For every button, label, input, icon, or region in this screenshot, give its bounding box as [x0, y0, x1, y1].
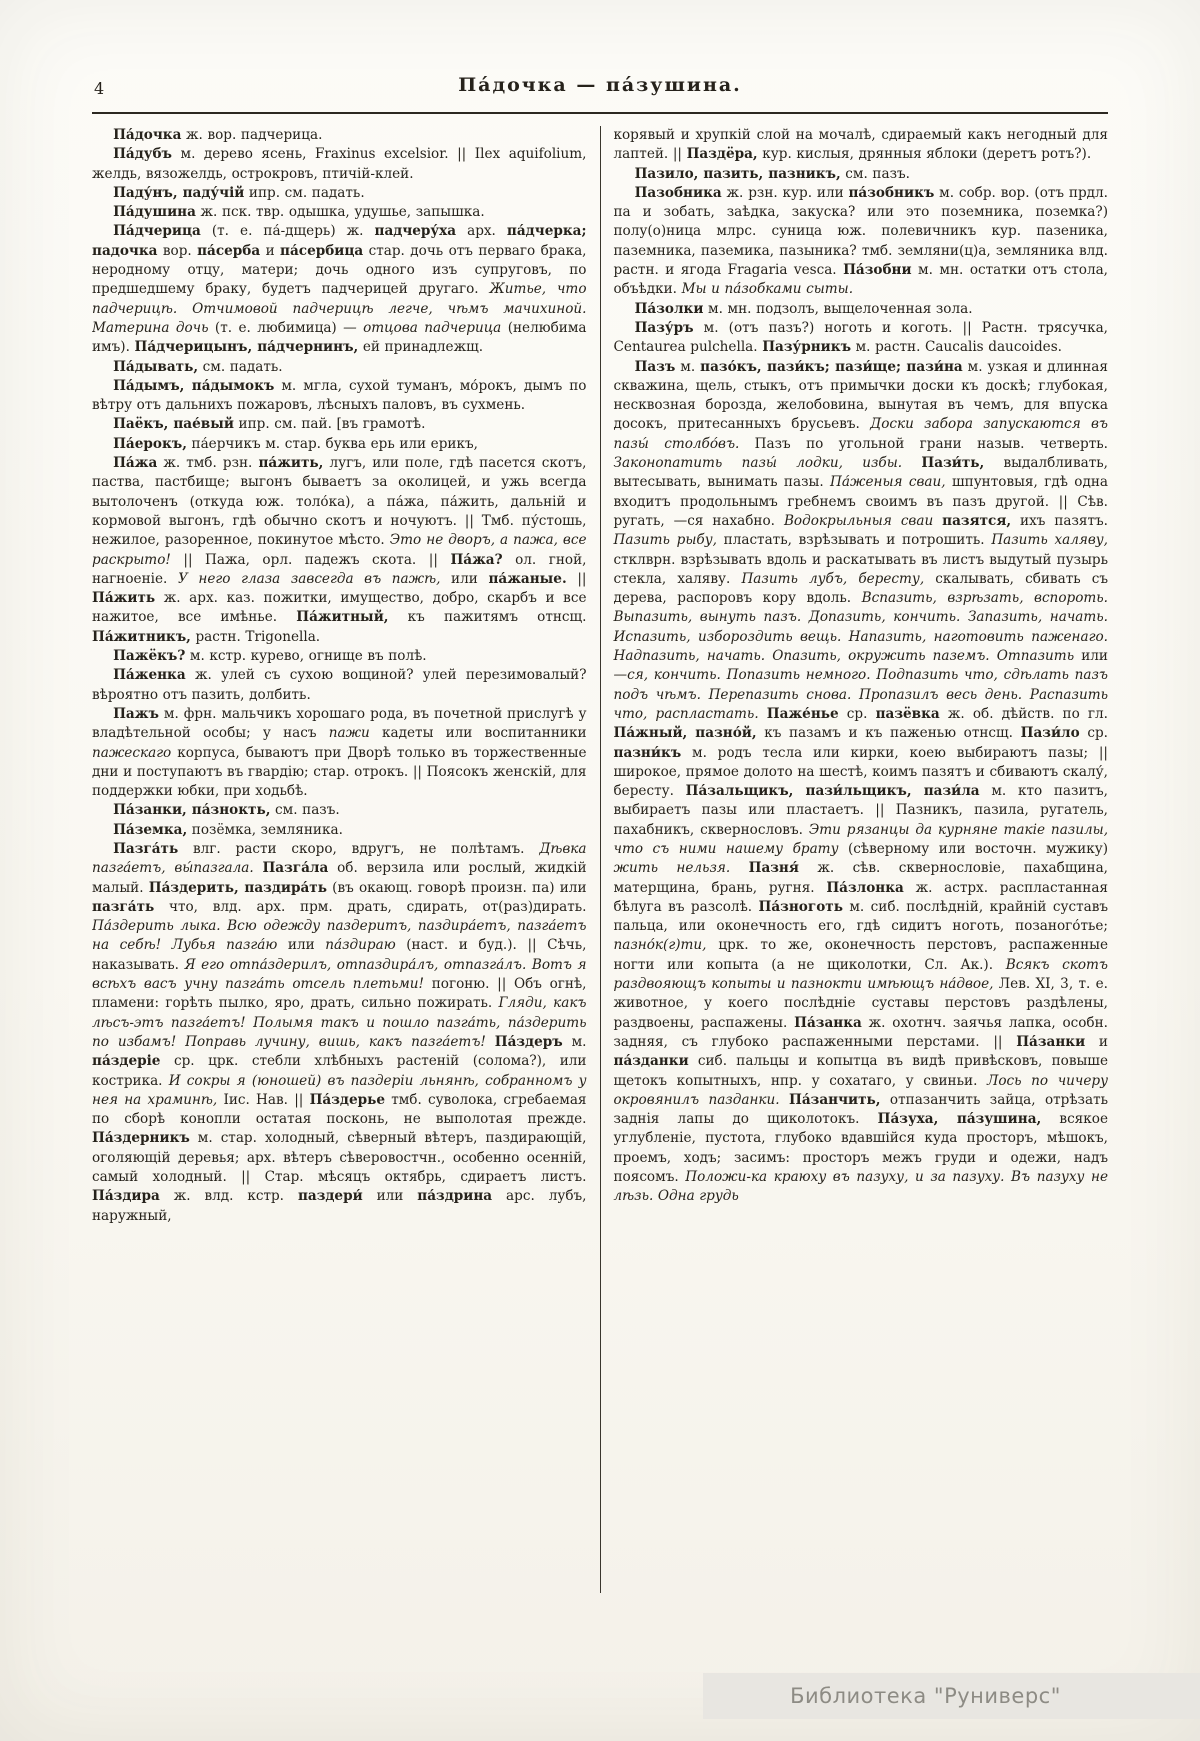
entry-text — [902, 455, 921, 471]
headword: па́здеріе — [92, 1053, 161, 1070]
entry-text: И сокры я (юношей) въ паздеріи льнянѣ, собранномъ у нея на храминѣ, — [92, 1072, 587, 1108]
entry-text — [730, 860, 748, 876]
dictionary-entry — [92, 184, 587, 203]
headword: Па́дубъ — [113, 146, 172, 163]
entry-text: Доски забора запускаются въ пазы́ столбо́въ. — [613, 416, 1108, 452]
dictionary-entry — [92, 377, 587, 416]
dictionary-entry — [92, 358, 587, 377]
entry-text: ж. сѣв. сквернословіе, пахабщина, матерщина, брань, ругня. — [613, 860, 1108, 896]
headword: Па́злонка — [826, 879, 904, 896]
entry-text: Лев. XI, 3, т. е. животное, у коего послѣдніе суставы перстовъ раздѣлены, раздвоены, распажены. — [613, 976, 1108, 1031]
entry-text — [759, 706, 767, 722]
dictionary-entry — [614, 358, 1109, 1207]
entry-text: м. фрн. мальчикъ хорошаго рода, въ почетной прислугѣ у владѣтельной особы; у насъ — [92, 705, 587, 742]
entry-text: ср. — [1079, 725, 1108, 742]
headword: па́серба — [197, 242, 261, 259]
headword: Па́земка, — [113, 821, 188, 838]
entry-text: Эти рязанцы да курняне такіе пазилы, что съ ними нашему брату — [613, 821, 1108, 857]
entry-text: пластать, взрѣзывать и потрошить. — [716, 532, 992, 549]
dictionary-entry — [92, 126, 587, 145]
headword: Па́ерокъ, — [113, 435, 187, 452]
entry-text: м. кстр. курево, огнище въ полѣ. — [185, 648, 427, 665]
entry-text: м. растн. Caucalis daucoides. — [851, 339, 1063, 356]
entry-text: Положи-ка краюху въ пазуху, и за пазуху. Въ пазуху не лѣзь. Одна грудь — [613, 1169, 1108, 1205]
headword: Па́зальщикъ, пази́льщикъ, пази́ла — [685, 783, 980, 800]
entry-text: па́ерчикъ м. стар. буква ерь или ерикъ, — [186, 435, 478, 452]
entry-text: см. пазъ. — [270, 802, 340, 819]
entry-text: м. — [562, 1033, 587, 1050]
entry-text: ипр. см. пай. [въ грамотѣ. — [233, 416, 426, 433]
headword: Па́здерить, паздира́ть — [148, 879, 327, 896]
dictionary-entry — [92, 415, 587, 434]
entry-text: или — [277, 937, 326, 954]
entry-text: Я его отпа́здерилъ, отпаздира́лъ, отпазга́лъ. Вотъ я всѣхъ васъ учну пазга́ть отсель плетьми! — [92, 956, 587, 993]
entry-text: Пазить рыбу, — [613, 532, 717, 549]
entry-text: м. кто пазитъ, выбираетъ пазы или пластаетъ. || Пазникъ, пазила, ругатель, пахабникъ, сквернословъ. — [613, 783, 1108, 838]
entry-text: или — [440, 570, 489, 587]
entry-text: пазно́к(г)ти, — [613, 937, 707, 954]
headword: пазёвка — [875, 705, 940, 722]
entry-text: об. верзила или рослый, жидкій малый. — [92, 860, 587, 896]
entry-text: (т. е. па́-дщерь) ж. — [200, 223, 375, 240]
headword: Па́дымъ, па́дымокъ — [113, 377, 275, 394]
entry-text: (нелюбима имъ). — [92, 319, 587, 356]
entry-text: —ся, кончить. Попазить немного. Подпазить что, сдѣлать пазъ подъ чѣмъ. Перепазить снова. Пропазилъ весь день. Распазить что, распластать. — [613, 667, 1108, 722]
entry-text: и — [260, 242, 281, 259]
headword: Пазобника — [634, 184, 722, 201]
headword: Па́житникъ, — [92, 628, 191, 645]
entry-text: ипр. см. падать. — [244, 184, 365, 201]
headword: Па́здерье — [309, 1091, 385, 1108]
entry-text: (сѣверному или восточн. мужику) — [838, 840, 1108, 857]
headword: Пазня́ — [748, 860, 799, 877]
dictionary-entry — [92, 705, 587, 801]
entry-text: всякое углубленіе, пустота, глубоко вдавшійся куда просторъ, мѣшокъ, проемъ, ходъ; засимъ: просторъ межъ груди и одежи, надъ поясомъ. — [613, 1111, 1108, 1186]
entry-text: (т. е. любимица) — [208, 319, 344, 336]
headword: Па́дочка — [113, 127, 182, 143]
entry-text: па́здираю — [325, 937, 396, 954]
headword: Паду́нъ, паду́чій — [113, 184, 245, 201]
dictionary-entry — [614, 126, 1109, 165]
entry-text: ей принадлежщ. — [358, 339, 484, 356]
headword: паздери́ — [297, 1188, 363, 1205]
entry-text: или — [1074, 648, 1108, 665]
page-number: 4 — [94, 79, 105, 98]
entry-text — [486, 1034, 495, 1050]
headword: Па́дывать, — [113, 358, 199, 375]
headword: па́жаные. — [488, 570, 567, 587]
entry-text: црк. то же, оконечность перстовъ, распаженные ногти или копыта (а не щиколотки, Сл. Ак.). — [613, 937, 1108, 973]
entry-text: || — [566, 570, 587, 587]
entry-text: пажескаго — [92, 744, 172, 761]
headword: па́здрина — [417, 1188, 493, 1205]
entry-text: Всякъ скотъ раздвояющъ копыты и пазнокти имѣющъ на́двое, — [613, 956, 1108, 993]
entry-text: позёмка, земляника. — [187, 821, 343, 838]
entry-text: Па́женыя сваи, — [830, 474, 946, 491]
entry-text: Законопатить пазы́ лодки, избы. — [613, 455, 903, 472]
dictionary-entry — [92, 222, 587, 357]
entry-text: м. стар. холодный, сѣверный вѣтеръ, паздирающій, оголяющій деревья; арх. вѣтеръ сѣверовостчн., особенно осенній, самый холодный. || Стар. мѣсяцъ октябрь, сдираетъ листъ. — [92, 1130, 587, 1186]
entry-text: кадеты или воспитанники — [369, 725, 587, 742]
entry-text: шпунтовыя, гдѣ одна входитъ продольнымъ гребнемъ своимъ въ пазъ другой. || Сѣв. ругать, —ся нахабно. — [613, 474, 1108, 529]
headword: Пажёкъ? — [113, 648, 186, 665]
dictionary-entry — [614, 319, 1109, 358]
entry-text: ж. астрх. распластанная бѣлуга въ разсолѣ. — [613, 879, 1108, 915]
headword: Па́золки — [634, 300, 704, 317]
headword: па́жить, — [258, 455, 324, 472]
headword: Паздёра, — [686, 146, 758, 163]
entry-text: ср. — [838, 705, 876, 722]
entry-text: ж. улей съ сухою вощиной? улей перезимовалый? вѣроятно отъ пазить, долбить. — [92, 667, 587, 703]
running-title: Па́дочка — па́зушина. — [458, 74, 742, 96]
dictionary-entry — [92, 203, 587, 222]
entry-text: (наст. и буд.). || Сѣчь, наказывать. — [92, 937, 587, 973]
entry-text: Лось по чичеру окровянилъ пазданки. — [613, 1072, 1108, 1108]
entry-text: кур. кислыя, дрянныя яблоки (деретъ ротъ?). — [757, 146, 1092, 163]
entry-text: Это не дворъ, а пажа, все раскрыто! — [92, 532, 587, 568]
entry-text: м. мн. подзолъ, выщелоченная зола. — [703, 300, 973, 317]
entry-text: Житье, что падчерицѣ. Отчимовой падчерицѣ легче, чѣмъ мачихиной. Материна дочь — [92, 281, 587, 336]
entry-text: ж. рзн. кур. или — [721, 184, 849, 201]
headword: Па́зобни — [843, 262, 912, 279]
headword: Па́женка — [113, 667, 186, 684]
headword: пазни́къ — [613, 744, 682, 761]
entry-text: или — [362, 1188, 418, 1205]
entry-text: къ пажитямъ отнсщ. — [388, 609, 587, 626]
headword: па́зданки — [613, 1053, 689, 1070]
headword: Па́дчерицынъ, па́дчернинъ, — [134, 339, 359, 356]
entry-text: стар. дочь отъ перваго брака, неродному отцу, матери; дочь одного изъ супруговъ, по предшедшему браку, будетъ падчерицей другаго. — [92, 242, 587, 298]
entry-text: см. пазъ. — [840, 165, 910, 182]
headword: па́дчерка; падочка — [92, 223, 587, 259]
dictionary-entry — [614, 184, 1109, 300]
headword: Па́жа? — [450, 551, 503, 568]
entry-text: погоню. || Объ огнѣ, пламени: горѣть пылко, яро, драть, сильно пожирать. — [92, 976, 587, 1012]
entry-text — [933, 513, 942, 529]
headword: Па́занки, па́знокть, — [113, 802, 271, 819]
headword: Пазило, пазить, пазникъ, — [634, 165, 841, 182]
entry-text: сиб. пальцы и копытца въ видѣ привѣсковъ, повыше щетокъ копытныхъ, нпр. у сохатаго, у свиньи. — [613, 1053, 1108, 1089]
dictionary-entry — [614, 300, 1109, 319]
entry-text: лугъ, или поле, гдѣ пасется скотъ, паства, пастбище; выгонъ бываетъ за околицей, и ужь всегда вытолоченъ (откуда юж. толо́ка), а па́жа, па́жить, дальній и кормовой выгонъ, гдѣ обычно скотъ и ночуютъ. || Тмб. пу́стошь, нежилое, разоренное, покинутое мѣсто. — [92, 455, 587, 549]
dictionary-entry — [92, 454, 587, 647]
headword: пазятся, — [942, 512, 1012, 529]
entry-text: см. падать. — [198, 358, 283, 375]
entry-text: м. родъ тесла или кирки, коею выбираютъ пазы; || широкое, прямое долото на шестѣ, коимъ пазятъ и сбиваютъ скалу́, бересту. — [613, 744, 1108, 800]
headword: па́зобникъ — [848, 184, 935, 201]
entry-text: къ пазамъ и къ паженью отнсщ. — [756, 725, 1021, 742]
dictionary-entry — [92, 840, 587, 1226]
entry-text: пажи — [328, 725, 370, 742]
headword: Пазу́рникъ — [762, 339, 852, 356]
entry-text: Дѣвка пазга́етъ, вы́пазгала. — [92, 840, 587, 877]
headword: Па́дчерица — [113, 223, 201, 240]
entry-text: м. собр. вор. (отъ прдл. па и зобать, заѣдка, закуска? или это поземника, поземка?) полу(о)ница млрс. суница юж. полевичникъ кур. пазеника, паземника, паземика, пазыника? тмб. земляни(ц)а, земляника влд. растн. и ягода Fragaria vesca. — [613, 184, 1108, 279]
entry-text: ихъ пазятъ. — [1011, 512, 1108, 529]
header-rule — [92, 112, 1108, 114]
entry-text: Пазъ по угольной грани назыв. четверть. — [739, 435, 1108, 452]
dictionary-entry — [614, 165, 1109, 184]
entry-text: скалывать, сбивать съ дерева, распоровъ кору вдоль. — [613, 570, 1108, 607]
headword: Паже́нье — [766, 705, 839, 722]
entry-text: У него глаза завсегда въ пажѣ, — [177, 570, 441, 587]
entry-text: Пазить халяву, — [991, 532, 1108, 549]
headword: Па́занчить, — [789, 1091, 881, 1108]
entry-text: ж. тмб. рзн. — [157, 455, 259, 472]
entry-text: м. сиб. послѣдній, крайній суставъ пальца, или оконечность его, гдѣ сидитъ ноготь, позаного́тье; — [613, 898, 1108, 935]
headword: Пази́ть, — [921, 455, 985, 472]
entry-text: что, влд. арх. прм. драть, сдирать, от(раз)дирать. — [154, 898, 587, 915]
entry-text: вор. — [157, 242, 198, 259]
headword: пазга́ть — [92, 898, 155, 915]
entry-text: корявый и хрупкій слой на мочалѣ, сдираемый какъ негодный для лаптей. || — [613, 127, 1108, 163]
entry-text: арх. — [456, 223, 507, 240]
headword: па́сербица — [280, 242, 364, 259]
left-column — [92, 126, 587, 1593]
entry-text: (въ окающ. говорѣ произн. па) или — [326, 879, 587, 896]
entry-text: корпуса, бываютъ при Дворѣ только въ торжественные дни и поступаютъ въ гвардію; стар. отрокъ. || Поясокъ женскій, для поддержки юбки, при ходьбѣ. — [92, 744, 587, 800]
headword: Па́житный, — [296, 609, 389, 626]
dictionary-entry — [92, 821, 587, 840]
dictionary-entry — [92, 647, 587, 666]
headword: Па́зноготь — [758, 898, 843, 915]
headword: Па́зуха, па́зушина, — [877, 1111, 1042, 1128]
entry-text: ж. арх. каз. пожитки, имущество, добро, скарбъ и все нажитое, все имѣнье. — [92, 590, 587, 626]
headword: Па́жа — [113, 455, 158, 472]
entry-text: м. узкая и длинная скважина, щель, стыкъ, отъ примычки доски къ доскѣ; глубокая, несквозная борозда, желобовина, вынутая въ чемъ, для впуска досокъ, притесанныхъ брусьевъ. — [613, 358, 1108, 433]
headword: пазо́къ, пази́къ; пази́ще; пази́на — [700, 358, 963, 375]
entry-text: м. мгла, сухой туманъ, мо́рокъ, дымъ по вѣтру отъ дальнихъ пожаровъ, лѣсныхъ паловъ, въ сухмень. — [92, 377, 587, 414]
headword: Пажъ — [113, 705, 159, 722]
dictionary-entry — [92, 435, 587, 454]
entry-text: Пазить лубъ, бересту, — [741, 570, 925, 587]
headword: Пазга́ть — [113, 840, 179, 857]
entry-text: отпазанчить зайца, отрѣзать заднія лапы до щиколотокъ. — [613, 1091, 1108, 1128]
headword: Па́занка — [794, 1014, 862, 1031]
entry-text: выдалбливать, вытесывать, вынимать пазы. — [613, 455, 1108, 491]
dictionary-entry — [92, 145, 587, 184]
entry-text: ол. гной, нагноеніе. — [92, 551, 587, 587]
library-watermark: Библиотека "Руниверс" — [703, 1673, 1200, 1719]
entry-text: тмб. суволока, сгребаемая по сборѣ конопли остатая посконь, не выполотая прежде. — [92, 1091, 587, 1128]
entry-text: стклврн. взрѣзывать вдоль и раскатывать въ листъ выдутый пузырь стекла, халяву. — [613, 551, 1108, 587]
entry-text: м. дерево ясень, Fraxinus excelsior. || Ilex aquifolium, желдь, вязожелдь, острокровъ, птичій-клей. — [92, 146, 587, 182]
headword: Пазъ — [634, 358, 676, 375]
entry-text: арс. лубъ, наружный, — [92, 1188, 587, 1224]
entry-text: || Пажа, орл. падежъ скота. || — [170, 551, 451, 568]
entry-text: м. — [675, 358, 701, 375]
headword: падчеру́ха — [374, 223, 457, 240]
entry-text: и — [1085, 1033, 1108, 1050]
page-header — [92, 74, 1108, 104]
entry-text: м. мн. остатки отъ стола, объѣдки. — [613, 262, 1108, 298]
dictionary-entry — [92, 801, 587, 820]
column-divider — [600, 126, 601, 1593]
entry-text: Іис. Нав. || — [217, 1091, 310, 1108]
headword: Па́жный, пазно́й, — [613, 725, 757, 742]
entry-text: ж. влд. кстр. — [159, 1188, 298, 1205]
entry-text: ж. пск. твр. одышка, удушье, запышка. — [195, 204, 485, 221]
entry-text — [780, 1092, 789, 1108]
headword: Па́душина — [113, 204, 196, 221]
entry-text: Гляди, какъ лѣсъ-этъ пазга́етъ! Полымя такъ и пошло пазга́ть, па́здерить по избамъ! Поправь лучину, вишь, какъ пазга́етъ! — [92, 995, 587, 1050]
headword: Па́здира — [92, 1188, 160, 1205]
entry-text: Па́здерить лыка. Всю одежду паздеритъ, паздира́етъ, пазга́етъ на себѣ! Лубья пазга́ю — [92, 918, 587, 954]
entry-text: Вспазить, взрѣзать, вспороть. Выпазить, вынуть пазъ. Допазить, кончить. Запазить, начать. Испазить, избороздить вещь. Напазить, наготовить паженаго. Надпазить, начать. Опазить, окружить паземъ. Отпазить — [613, 590, 1108, 665]
headword: Пази́ло — [1020, 725, 1080, 742]
dictionary-entry — [92, 666, 587, 705]
headword: Пазу́ръ — [634, 319, 694, 336]
entry-text: Мы и па́зобками сыты. — [681, 281, 854, 298]
entry-text: Водокрыльныя сваи — [783, 512, 934, 529]
entry-text: ж. об. дѣйств. по гл. — [939, 705, 1108, 722]
entry-text: ж. вор. падчерица. — [181, 127, 323, 143]
headword: Пазга́ла — [262, 860, 329, 877]
headword: Па́здерникъ — [92, 1130, 190, 1147]
entry-text: ср. црк. стебли хлѣбныхъ растеній (солома?), или кострика. — [92, 1053, 587, 1089]
entry-text: — отцова падчерица — [343, 319, 502, 336]
entry-text: влг. расти скоро, вдругъ, не полѣтамъ. — [178, 840, 540, 857]
dictionary-columns — [92, 126, 1108, 1593]
headword: Па́здеръ — [494, 1033, 563, 1050]
entry-text: растн. Trigonella. — [190, 628, 321, 645]
right-column — [614, 126, 1109, 1593]
entry-text: жить нельзя. — [613, 860, 731, 877]
entry-text: ж. охотнч. заячья лапка, особн. задняя, съ глубоко распаженными перстами. || — [613, 1014, 1108, 1050]
headword: Паёкъ, пае́вый — [113, 416, 234, 433]
headword: Па́занки — [1016, 1033, 1086, 1050]
entry-text: м. (отъ пазъ?) ноготь и коготь. || Растн. трясучка, Centaurea pulchella. — [613, 319, 1108, 356]
headword: Па́жить — [92, 590, 156, 607]
